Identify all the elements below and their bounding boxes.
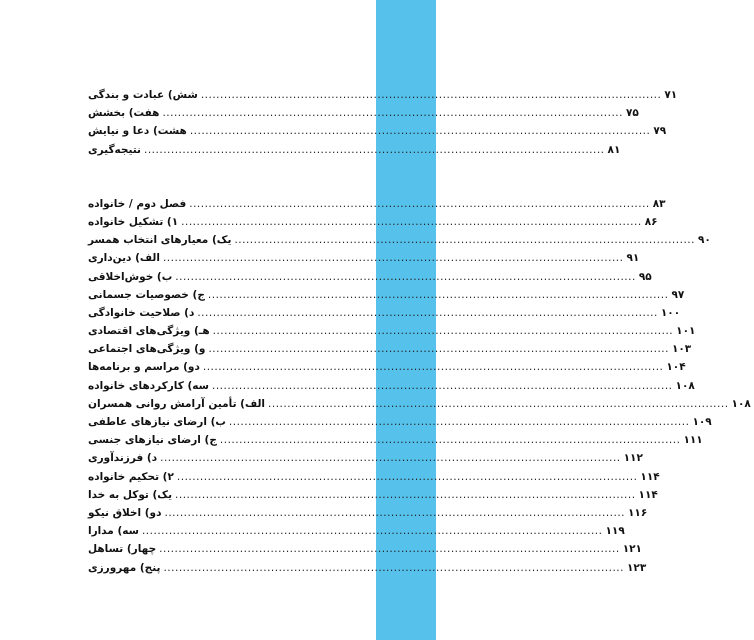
toc-entry-title: چهار) تساهل [88, 543, 157, 556]
dot-leader: ........................................................................................................................ [163, 561, 624, 574]
toc-entry-page-number: ۹۵ [638, 270, 652, 283]
toc-entry-title: هشت) دعا و نیایش [88, 125, 187, 138]
toc-entry-title: ج) خصوصیات جسمانی [88, 288, 205, 301]
toc-entry-title: د) فرزندآوری [88, 452, 158, 465]
toc-entry-title: شش) عبادت و بندگی [88, 89, 198, 101]
toc-entry[interactable] [88, 231, 711, 249]
dot-leader: ........................................................................................................................ [144, 143, 605, 156]
toc-entry[interactable] [88, 268, 652, 286]
dot-leader: ........................................................................................................................ [207, 288, 669, 301]
dot-leader: ........................................................................................................................ [268, 397, 729, 410]
table-of-contents [88, 86, 751, 577]
dot-leader: ........................................................................................................................ [219, 434, 681, 447]
toc-entry[interactable] [88, 449, 643, 467]
toc-entry-page-number: ۱۰۴ [666, 361, 686, 374]
toc-entry-page-number: ۱۰۰ [660, 306, 681, 319]
toc-entry[interactable] [88, 322, 696, 340]
dot-leader: ........................................................................................................................ [202, 361, 664, 374]
toc-entry-page-number: ۹۷ [671, 288, 685, 301]
toc-entry-title: یک) توکل به خدا [88, 488, 173, 501]
toc-entry-title: د) صلاحیت خانوادگی [88, 306, 195, 319]
toc-entry-title: پنج) مهرورزی [88, 561, 161, 574]
toc-entry-title: سه) مدارا [88, 525, 139, 538]
toc-entry-page-number: ۷۹ [653, 125, 667, 138]
toc-entry[interactable] [88, 340, 692, 358]
toc-entry-page-number: ۱۱۲ [623, 452, 643, 465]
toc-entry[interactable] [88, 286, 685, 304]
toc-entry-page-number: ۹۱ [626, 252, 640, 265]
toc-entry-title: سه) کارکردهای خانواده [88, 379, 209, 392]
dot-leader: ........................................................................................................................ [200, 89, 662, 101]
toc-entry-title: ب) خوش‌اخلاقی [88, 270, 173, 283]
toc-entry-page-number: ۱۰۳ [671, 343, 692, 356]
dot-leader: ........................................................................................................................ [228, 416, 690, 428]
toc-entry-page-number: ۸۶ [644, 215, 658, 228]
toc-entry-page-number: ۱۱۴ [638, 488, 658, 501]
toc-entry-page-number: ۱۰۸ [675, 379, 695, 392]
toc-entry[interactable] [88, 104, 639, 122]
dot-leader: ........................................................................................................................ [164, 506, 626, 519]
toc-entry-page-number: ۱۲۱ [622, 543, 642, 556]
dot-leader: ........................................................................................................................ [175, 270, 636, 283]
dot-leader: ........................................................................................................................ [189, 197, 650, 210]
toc-entry[interactable] [88, 540, 642, 558]
dot-leader: ........................................................................................................................ [175, 488, 636, 501]
toc-entry-title: الف) دین‌داری [88, 252, 160, 265]
toc-entry-page-number: ۱۰۹ [692, 416, 712, 428]
toc-group-1 [88, 86, 678, 159]
toc-entry-page-number: ۱۱۴ [640, 470, 660, 483]
toc-entry-title: هفت) بخشش [88, 107, 160, 120]
dot-leader: ........................................................................................................................ [159, 543, 620, 556]
toc-entry-title: نتیجه‌گیری [88, 143, 141, 156]
toc-entry[interactable] [88, 431, 703, 449]
dot-leader: ........................................................................................................................ [162, 252, 624, 265]
toc-entry[interactable] [88, 468, 660, 486]
dot-leader: ........................................................................................................................ [181, 215, 642, 228]
dot-leader: ........................................................................................................................ [176, 470, 638, 483]
toc-entry[interactable] [88, 559, 647, 577]
toc-entry-title: یک) معیارهای انتخاب همسر [88, 234, 232, 247]
toc-entry-title: و) ویژگی‌های اجتماعی [88, 343, 206, 356]
toc-entry[interactable] [88, 395, 751, 413]
toc-entry[interactable] [88, 377, 695, 395]
toc-entry-page-number: ۱۱۱ [683, 434, 703, 447]
toc-entry-page-number: ۷۱ [664, 89, 678, 101]
toc-entry-page-number: ۹۰ [697, 234, 711, 247]
toc-entry-title: فصل دوم / خانواده [88, 197, 187, 210]
toc-entry-page-number: ۱۱۹ [605, 525, 625, 538]
toc-entry[interactable] [88, 195, 666, 213]
toc-entry-title: ۲) تحکیم خانواده [88, 470, 174, 483]
dot-leader: ........................................................................................................................ [189, 125, 651, 138]
toc-entry[interactable] [88, 249, 640, 267]
dot-leader: ........................................................................................................................ [208, 343, 669, 356]
dot-leader: ........................................................................................................................ [141, 525, 603, 538]
toc-entry-page-number: ۸۱ [607, 143, 621, 156]
toc-entry-title: دو) اخلاق نیکو [88, 506, 162, 519]
toc-entry[interactable] [88, 304, 681, 322]
toc-entry[interactable] [88, 141, 621, 159]
toc-entry[interactable] [88, 122, 667, 140]
dot-leader: ........................................................................................................................ [234, 234, 695, 247]
dot-leader: ........................................................................................................................ [212, 379, 673, 392]
toc-entry-title: ج) ارضای نیازهای جنسی [88, 434, 217, 447]
toc-entry-page-number: ۷۵ [625, 107, 639, 120]
toc-entry-title: ۱) تشکیل خانواده [88, 215, 179, 228]
toc-entry-title: هـ) ویژگی‌های اقتصادی [88, 325, 210, 338]
dot-leader: ........................................................................................................................ [212, 325, 674, 338]
toc-entry[interactable] [88, 486, 658, 504]
toc-entry[interactable] [88, 522, 625, 540]
toc-entry[interactable] [88, 413, 712, 431]
dot-leader: ........................................................................................................................ [160, 452, 621, 465]
toc-entry-page-number: ۱۲۳ [627, 561, 647, 574]
toc-entry-title: دو) مراسم و برنامه‌ها [88, 361, 200, 374]
toc-entry[interactable] [88, 213, 658, 231]
toc-entry[interactable] [88, 504, 648, 522]
toc-entry-page-number: ۸۳ [652, 197, 666, 210]
toc-entry-page-number: ۱۰۸ [731, 397, 751, 410]
toc-entry-page-number: ۱۰۱ [676, 325, 696, 338]
dot-leader: ........................................................................................................................ [162, 107, 623, 120]
dot-leader: ........................................................................................................................ [197, 306, 658, 319]
toc-entry-title: الف) تأمین آرامش روانی همسران [88, 397, 266, 410]
toc-entry-title: ب) ارضای نیازهای عاطفی [88, 416, 226, 428]
toc-group-2 [88, 195, 751, 577]
toc-entry[interactable] [88, 358, 686, 376]
section-gap [88, 159, 368, 195]
toc-entry-page-number: ۱۱۶ [628, 506, 648, 519]
toc-entry[interactable] [88, 86, 678, 104]
